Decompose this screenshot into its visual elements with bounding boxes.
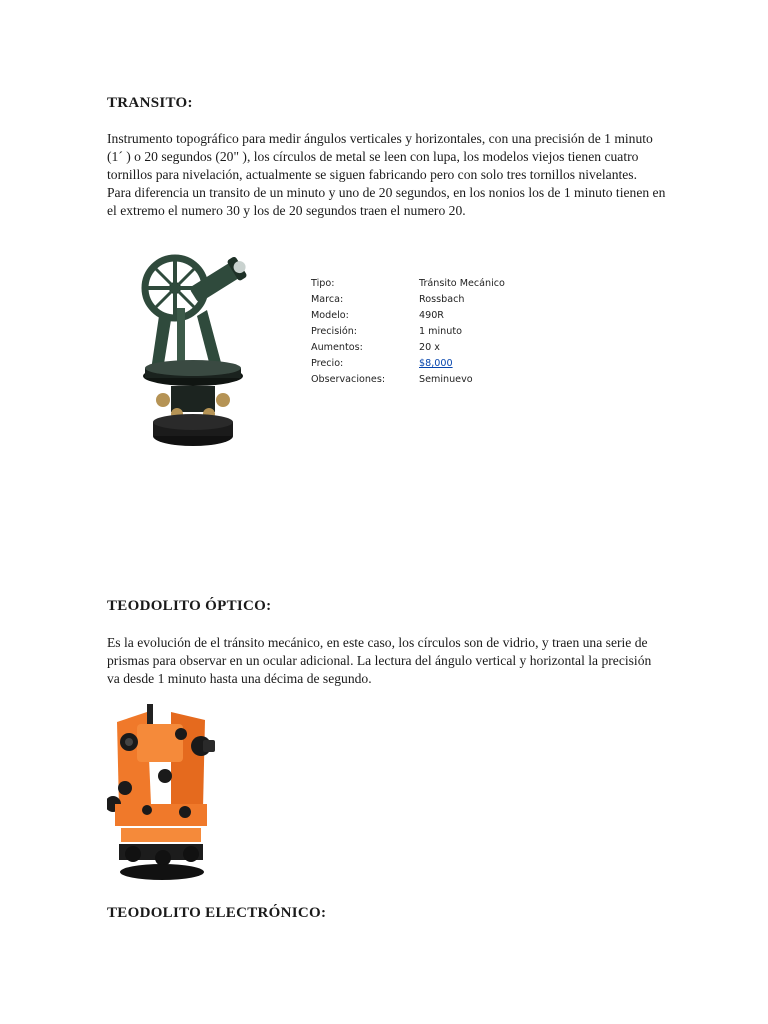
spec-label: Aumentos: [311,342,363,353]
optical-theodolite-image [107,704,217,882]
spec-label: Precisión: [311,326,358,337]
heading-teodolito-electronico: TEODOLITO ELECTRÓNICO: [107,905,327,921]
heading-teodolito-optico: TEODOLITO ÓPTICO: [107,598,272,614]
paragraph-transito-2: Para diferencia un transito de un minuto y uno de 20 segundos, en los nonios los de 1 minuto tienen en el extremo el numero 30 y los de 20 segundos traen el numero 20. [107,185,666,218]
price-link[interactable]: $8,000 [419,358,453,369]
paragraph-transito [107,130,667,220]
spec-value: Seminuevo [419,374,473,385]
spec-row-precision [311,326,505,342]
spec-row-precio [311,358,505,374]
spec-row-tipo [311,278,505,294]
spec-value: 1 minuto [419,326,462,337]
spec-value: Tránsito Mecánico [419,278,505,289]
paragraph-optico-1: Es la evolución de el tránsito mecánico, en este caso, los círculos son de vidrio, y traen una serie de prismas para observar en un ocular adicional. La lectura del ángulo vertical y horizontal la precisión va desde 1 minuto hasta una décima de segundo. [107,635,652,686]
spec-label: Modelo: [311,310,349,321]
spec-row-marca [311,294,505,310]
spec-value: 20 x [419,342,440,353]
spec-row-observaciones [311,374,505,390]
spec-label: Observaciones: [311,374,386,385]
spec-label: Marca: [311,294,344,305]
spec-label: Precio: [311,358,344,369]
spec-value [419,358,505,374]
spec-row-aumentos [311,342,505,358]
spec-label: Tipo: [311,278,335,289]
specs-table [311,278,505,390]
spec-value: 490R [419,310,444,321]
paragraph-teodolito-optico [107,634,667,688]
spec-row-modelo [311,310,505,326]
spec-value: Rossbach [419,294,465,305]
paragraph-transito-1: Instrumento topográfico para medir ángulos verticales y horizontales, con una precisión de 1 minuto (1´ ) o 20 segundos (20" ), los círculos de metal se leen con lupa, los modelos viejos tienen cuatro tornillos para nivelación, actualmente se siguen fabricando pero con solo tres tornillos nivelantes. [107,131,653,182]
transit-image [137,250,249,452]
heading-transito: TRANSITO: [107,95,193,111]
